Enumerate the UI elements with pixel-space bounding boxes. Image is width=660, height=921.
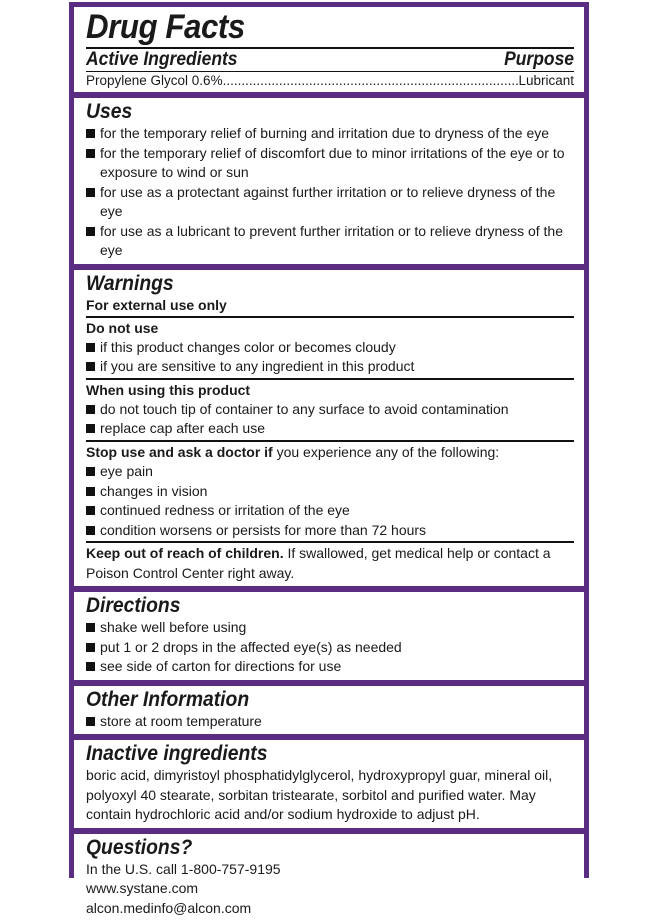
stop-use-list [86, 462, 574, 540]
section-divider [86, 440, 574, 442]
when-using-list [86, 400, 574, 439]
other-info-panel [74, 686, 584, 735]
square-bullet-icon [86, 227, 95, 236]
directions-panel [74, 592, 584, 680]
stop-use-heading: Stop use and ask a doctor if you experience any of the following: [86, 443, 574, 463]
website-link[interactable]: www.systane.com [86, 879, 574, 899]
list-item: if this product changes color or becomes cloudy [86, 338, 574, 358]
active-ingredient-row [86, 72, 574, 89]
square-bullet-icon [86, 487, 95, 496]
inactive-text: boric acid, dimyristoyl phosphatidylglycerol, hydroxypropyl guar, mineral oil, polyoxyl 40 stearate, sorbitan tristearate, sorbitol and purified water. May contain hydrochloric acid and/or sodium hydroxide to adjust pH. [86, 766, 574, 825]
square-bullet-icon [86, 405, 95, 414]
active-header-row [86, 49, 574, 71]
square-bullet-icon [86, 662, 95, 671]
drug-facts-label [69, 2, 589, 878]
do-not-use-list [86, 338, 574, 377]
uses-heading: Uses [86, 100, 535, 124]
active-panel [74, 7, 584, 92]
inactive-panel [74, 740, 584, 828]
list-item: shake well before using [86, 618, 574, 638]
email-link[interactable]: alcon.medinfo@alcon.com [86, 899, 574, 919]
list-item: if you are sensitive to any ingredient in this product [86, 357, 574, 377]
directions-heading: Directions [86, 594, 535, 618]
purpose-heading: Purpose [504, 49, 574, 71]
questions-panel [74, 834, 584, 921]
square-bullet-icon [86, 506, 95, 515]
list-item: for the temporary relief of discomfort due to minor irritations of the eye or to exposure to wind or sun [86, 144, 574, 183]
warnings-heading: Warnings [86, 272, 535, 296]
list-item: store at room temperature [86, 712, 574, 732]
list-item: for use as a lubricant to prevent further irritation or to relieve dryness of the eye [86, 222, 574, 261]
square-bullet-icon [86, 362, 95, 371]
warnings-panel [74, 270, 584, 587]
list-item: for the temporary relief of burning and irritation due to dryness of the eye [86, 124, 574, 144]
other-info-list [86, 712, 574, 732]
inactive-heading: Inactive ingredients [86, 742, 535, 766]
square-bullet-icon [86, 643, 95, 652]
other-info-heading: Other Information [86, 688, 535, 712]
active-ingredients-heading: Active Ingredients [86, 49, 238, 71]
leader-dots [223, 72, 519, 89]
square-bullet-icon [86, 717, 95, 726]
list-item: condition worsens or persists for more than 72 hours [86, 521, 574, 541]
keep-out-of-reach: Keep out of reach of children. If swallowed, get medical help or contact a Poison Control Center right away. [86, 544, 574, 583]
external-use-note: For external use only [86, 296, 574, 315]
square-bullet-icon [86, 149, 95, 158]
list-item: changes in vision [86, 482, 574, 502]
square-bullet-icon [86, 188, 95, 197]
uses-list [86, 124, 574, 261]
list-item: continued redness or irritation of the eye [86, 501, 574, 521]
uses-panel [74, 98, 584, 264]
square-bullet-icon [86, 623, 95, 632]
square-bullet-icon [86, 526, 95, 535]
phone-line: In the U.S. call 1-800-757-9195 [86, 860, 574, 880]
list-item: see side of carton for directions for use [86, 657, 574, 677]
square-bullet-icon [86, 343, 95, 352]
list-item: do not touch tip of container to any surface to avoid contamination [86, 400, 574, 420]
section-divider [86, 378, 574, 380]
section-divider [86, 541, 574, 543]
do-not-use-heading: Do not use [86, 319, 574, 338]
square-bullet-icon [86, 467, 95, 476]
list-item: eye pain [86, 462, 574, 482]
list-item: put 1 or 2 drops in the affected eye(s) as needed [86, 638, 574, 658]
list-item: replace cap after each use [86, 419, 574, 439]
directions-list [86, 618, 574, 677]
active-ingredient: Propylene Glycol 0.6% [86, 72, 223, 89]
list-item: for use as a protectant against further irritation or to relieve dryness of the eye [86, 183, 574, 222]
active-purpose: Lubricant [518, 72, 574, 89]
square-bullet-icon [86, 129, 95, 138]
page-title: Drug Facts [86, 7, 535, 47]
square-bullet-icon [86, 424, 95, 433]
when-using-heading: When using this product [86, 381, 574, 400]
section-divider [86, 316, 574, 318]
questions-heading: Questions? [86, 836, 535, 860]
